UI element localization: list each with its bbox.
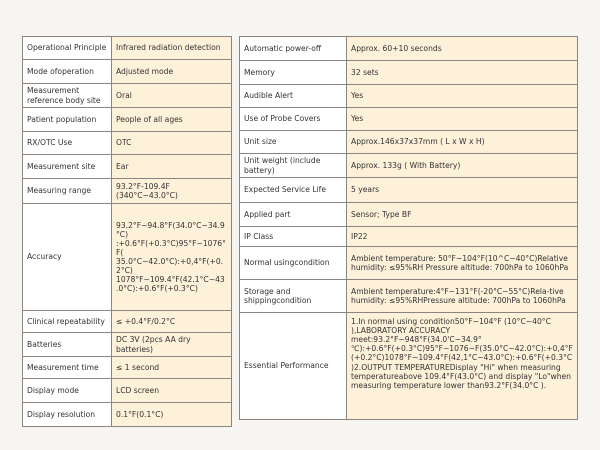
table-row	[23, 84, 232, 108]
spec-value: 1.In normal using condition50°F~104°F (10°C~40°C ),LABORATORY ACCURACY meet:93.2°F~948°F(34.0'C~34.9° ℃):+0.6°F(+0.3°C)95°F~1076~F(35.0°C~42.0°C):+0,4°F(+0.2°C)1078°F~109.4°F(42,1°C~43.0°C):+0.6°F(+0.3°C)2.OUTPUT TEMPERATUREDisplay "Hi" when measuring temperatureabove 109.4°F(43.0°C) and display "Lo"when measuring temperature lower than93.2°F(34.0°C ).	[347, 313, 578, 420]
spec-label: Applied part	[240, 203, 347, 227]
spec-label: Accuracy	[23, 204, 112, 311]
table-row	[23, 60, 232, 84]
spec-label: Memory	[240, 61, 347, 85]
spec-label: RX/OTC Use	[23, 132, 112, 155]
spec-value: Sensor; Type BF	[347, 203, 578, 227]
spec-table-right	[239, 36, 578, 420]
spec-label: Operational Principle	[23, 37, 112, 60]
spec-value: Infrared radiation detection	[112, 37, 232, 60]
table-row	[23, 155, 232, 179]
spec-label: Measurement site	[23, 155, 112, 179]
table-row	[23, 108, 232, 132]
spec-label: Unit size	[240, 131, 347, 154]
spec-value: People of all ages	[112, 108, 232, 132]
spec-label: Measurement time	[23, 357, 112, 379]
spec-label: Use of Probe Covers	[240, 108, 347, 131]
table-row	[23, 379, 232, 403]
spec-label: Normal usingcondition	[240, 247, 347, 280]
table-row	[240, 178, 578, 203]
spec-value: Ear	[112, 155, 232, 179]
table-row	[23, 333, 232, 357]
spec-table-left-body	[23, 37, 232, 427]
spec-value: Yes	[347, 108, 578, 131]
spec-value: 93.2°F~94.8°F(34.0°C~34.9°C) :+0.6°F(+0.3°C)95°F~1076°F( 35.0°C~42.0°C):+0,4°F(+0.2°C) 1078°F~109.4°F(42.1°C~43.0°C):+0.6°F(+0.3°C)	[112, 204, 232, 311]
spec-value: 93.2°F-109.4F (340°C~43.0°C)	[112, 179, 232, 204]
table-row	[23, 132, 232, 155]
spec-label: Display mode	[23, 379, 112, 403]
table-row	[240, 154, 578, 178]
spec-value: DC 3V (2pcs AA dry batteries)	[112, 333, 232, 357]
spec-label: Measurement reference body site	[23, 84, 112, 108]
table-row	[240, 280, 578, 313]
spec-value: ≤ 1 second	[112, 357, 232, 379]
spec-value: 0.1°F(0.1°C)	[112, 403, 232, 427]
spec-value: 32 sets	[347, 61, 578, 85]
spec-value: Approx. 60+10 seconds	[347, 37, 578, 61]
table-row	[240, 131, 578, 154]
spec-value: Adjusted mode	[112, 60, 232, 84]
spec-value: Approx.146x37x37mm ( L x W x H)	[347, 131, 578, 154]
table-row	[240, 203, 578, 227]
spec-label: Audible Alert	[240, 85, 347, 108]
table-row	[23, 311, 232, 333]
spec-label: Patient population	[23, 108, 112, 132]
table-row	[240, 247, 578, 280]
spec-label: Display resolution	[23, 403, 112, 427]
spec-value: 5 years	[347, 178, 578, 203]
spec-table-left	[22, 36, 232, 427]
spec-table-right-body	[240, 37, 578, 420]
spec-label: Mode ofoperation	[23, 60, 112, 84]
spec-label: IP Class	[240, 227, 347, 247]
spec-label: Batteries	[23, 333, 112, 357]
spec-label: Measuring range	[23, 179, 112, 204]
spec-value: Ambient temperature: 50°F~104°F(10^C~40°C)Relative humidity: ≤95%RH Pressure altitude: 700hPa to 1060hPa	[347, 247, 578, 280]
spec-value: Oral	[112, 84, 232, 108]
spec-value: LCD screen	[112, 379, 232, 403]
spec-label: Clinical repeatability	[23, 311, 112, 333]
spec-value: Approx. 133g ( With Battery)	[347, 154, 578, 178]
spec-value: OTC	[112, 132, 232, 155]
table-row	[240, 37, 578, 61]
spec-label: Storage and shippingcondition	[240, 280, 347, 313]
spec-label: Expected Service Life	[240, 178, 347, 203]
table-row	[23, 204, 232, 311]
spec-value: ≤ +0.4°F/0.2°C	[112, 311, 232, 333]
table-row	[23, 403, 232, 427]
table-row	[23, 179, 232, 204]
table-row	[23, 37, 232, 60]
table-row	[23, 357, 232, 379]
table-row	[240, 227, 578, 247]
spec-value: Yes	[347, 85, 578, 108]
table-row	[240, 108, 578, 131]
spec-value: Ambient temperature:4°F~131°F(-20°C~55°C)Rela-tive humidity: ≤95%RHPressure altitude: 700hPa to 1060hPa	[347, 280, 578, 313]
spec-label: Unit weight (include battery)	[240, 154, 347, 178]
spec-value: IP22	[347, 227, 578, 247]
table-row	[240, 85, 578, 108]
spec-label: Essential Performance	[240, 313, 347, 420]
table-row	[240, 313, 578, 420]
spec-label: Automatic power-off	[240, 37, 347, 61]
table-row	[240, 61, 578, 85]
